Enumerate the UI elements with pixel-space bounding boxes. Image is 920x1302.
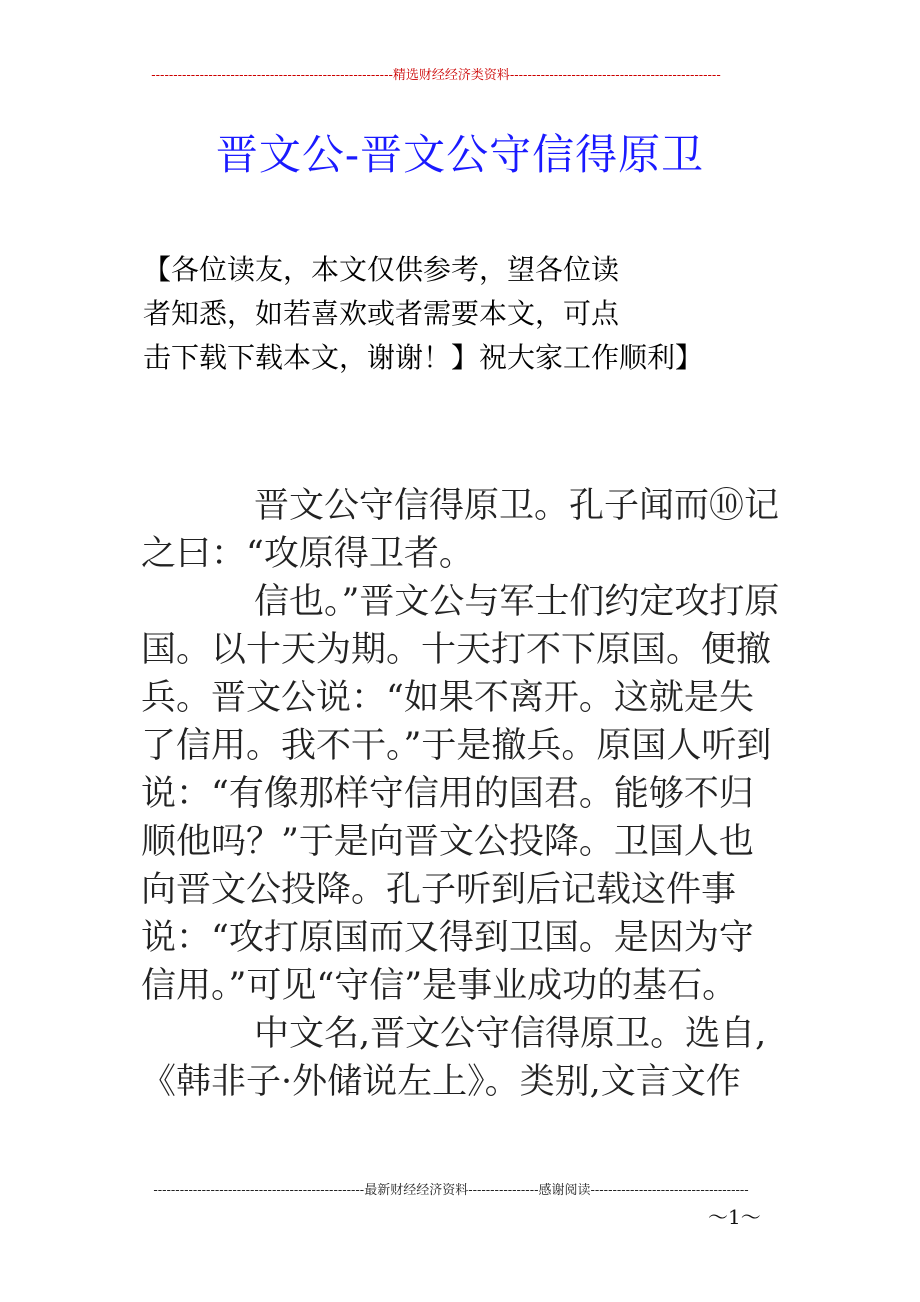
page-footer: [140, 1183, 762, 1199]
footer-dashes-2: ----------------: [468, 1183, 539, 1198]
footer-label-1: 最新财经经济资料: [364, 1183, 469, 1198]
body-text: [141, 482, 787, 1106]
header-dashes-left: -------------------------------------------------------: [151, 68, 393, 83]
page-header: [140, 68, 732, 84]
reader-notice: [143, 248, 783, 380]
footer-dashes-3: ------------------------------------: [590, 1183, 749, 1198]
page-number: ～1～: [708, 1205, 761, 1229]
notice-line-2: 者知悉，如若喜欢或者需要本文，可点: [143, 297, 620, 330]
body-paragraph-2: 信也。”晋文公与军士们约定攻打原国。以十天为期。十天打不下原国。便撤兵。晋文公说：“如果不离开。这就是失了信用。我不干。”于是撤兵。原国人听到说：“有像那样守信用的国君。能够不归顺他吗？”于是向晋文公投降。卫国人也向晋文公投降。孔子听到后记载这件事说：“攻打原国而又得到卫国。是因为守信用。”可见“守信”是事业成功的基石。: [141, 582, 780, 1006]
footer-label-2: 感谢阅读: [538, 1183, 591, 1198]
footer-dashes-1: ------------------------------------------------: [153, 1183, 365, 1198]
header-label: 精选财经经济类资料: [392, 68, 510, 83]
body-paragraph-1: 晋文公守信得原卫。孔子闻而⑩记之曰：“攻原得卫者。: [141, 486, 780, 574]
body-paragraph-3: 中文名,晋文公守信得原卫。选自,《韩非子·外储说左上》。类别,文言文作: [141, 1014, 767, 1102]
header-dashes-right: ------------------------------------------------: [509, 68, 721, 83]
document-title: 晋文公-晋文公守信得原卫: [215, 130, 705, 179]
notice-line-3: 击下载下载本文，谢谢！】祝大家工作顺利】: [143, 341, 704, 374]
notice-line-1: 【各位读友，本文仅供参考，望各位读: [143, 253, 620, 286]
